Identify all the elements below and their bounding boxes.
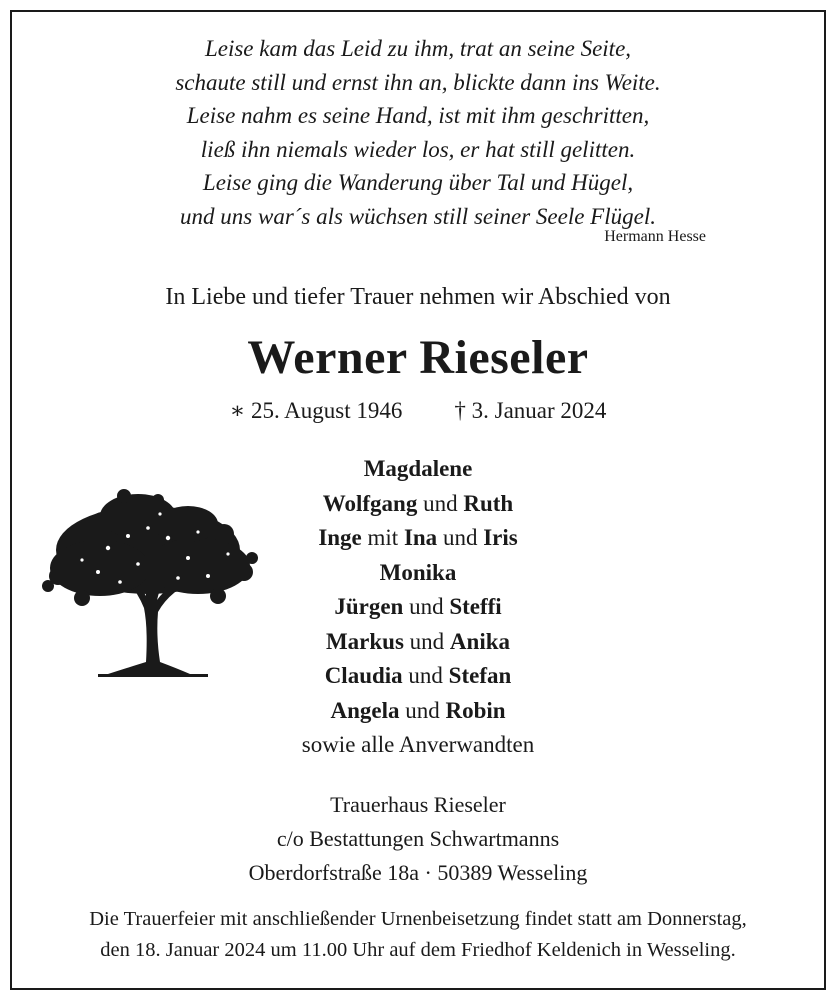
- poem-line: und uns war´s als wüchsen still seiner Seele Flügel.: [180, 203, 656, 229]
- poem: [40, 32, 796, 233]
- intro-text: In Liebe und tiefer Trauer nehmen wir Abschied von: [165, 284, 671, 310]
- ceremony-notice: [22, 904, 814, 966]
- poem-line: Leise kam das Leid zu ihm, trat an seine Seite,: [204, 36, 632, 61]
- address-line: c/o Bestattungen Schwartmanns: [276, 826, 560, 851]
- poem-line: ließ ihn niemals wieder los, er hat still gelitten.: [200, 136, 636, 162]
- birth-date: ∗ 25. August 1946: [229, 398, 403, 423]
- poem-line: schaute still und ernst ihn an, blickte dann ins Weite.: [175, 69, 661, 95]
- mourner-line: Monika: [379, 559, 457, 585]
- ceremony-line: den 18. Januar 2024 um 11.00 Uhr auf dem Friedhof Keldenich in Wesseling.: [100, 939, 736, 961]
- mourner-line: Jürgen und Steffi: [334, 594, 502, 619]
- tree-icon: [38, 488, 260, 678]
- death-date: † 3. Januar 2024: [454, 398, 607, 423]
- ceremony-line: Die Trauerfeier mit anschließender Urnenbeisetzung findet statt am Donnerstag,: [89, 908, 747, 930]
- address-line: Trauerhaus Rieseler: [330, 792, 506, 817]
- poem-line: Leise nahm es seine Hand, ist mit ihm geschritten,: [186, 103, 650, 128]
- mourner-line: Angela und Robin: [330, 697, 506, 723]
- mourner-line: Magdalene: [363, 456, 473, 481]
- mourners-list: [230, 452, 606, 763]
- deceased-name: Werner Rieseler: [247, 331, 589, 384]
- mourner-line: Claudia und Stefan: [324, 663, 512, 688]
- mourning-address: [0, 788, 836, 890]
- mourner-line: Inge mit Ina und Iris: [318, 525, 518, 550]
- address-line: Oberdorfstraße 18a · 50389 Wesseling: [248, 860, 588, 885]
- poem-line: Leise ging die Wanderung über Tal und Hügel,: [202, 170, 634, 195]
- life-dates: [0, 398, 836, 424]
- mourner-line: Markus und Anika: [325, 628, 511, 654]
- mourner-line: Wolfgang und Ruth: [322, 490, 514, 516]
- poem-author: Hermann Hesse: [604, 228, 706, 245]
- relatives-line: sowie alle Anverwandten: [301, 732, 535, 757]
